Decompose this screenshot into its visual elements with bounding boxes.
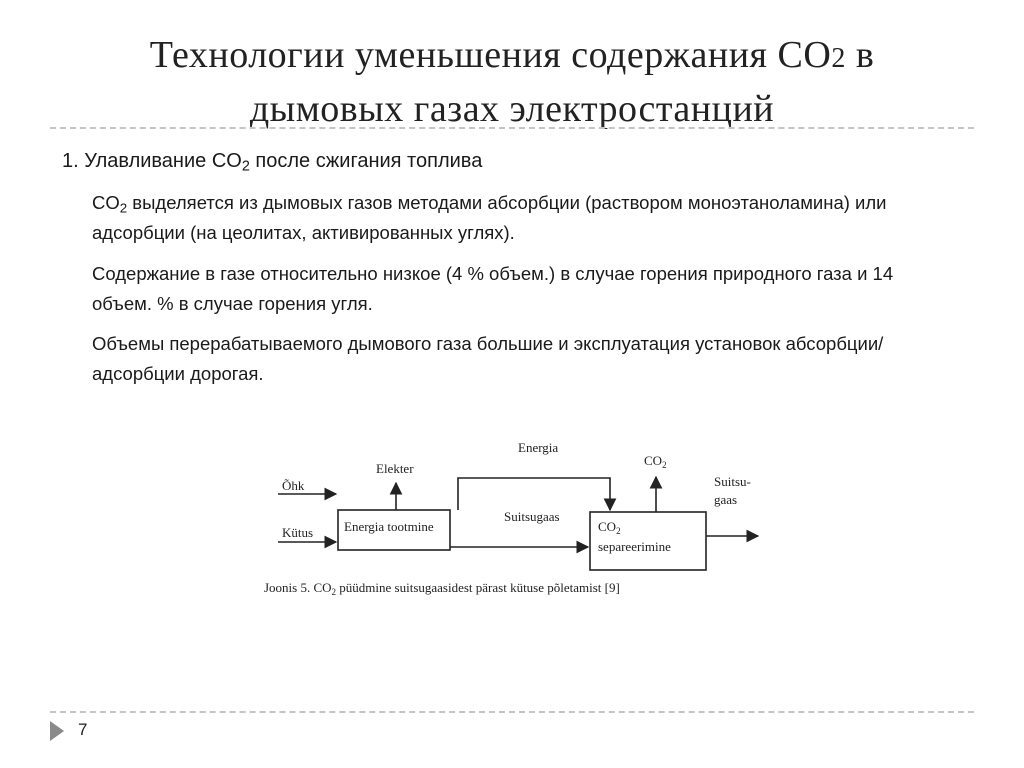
electricity-label: Elekter: [376, 461, 414, 476]
diagram-svg: [258, 430, 778, 610]
footer-divider: [50, 711, 974, 713]
section-heading: [62, 148, 482, 174]
footer-triangle-icon: [50, 721, 64, 741]
title-text-after: в: [845, 34, 875, 76]
energy-label: Energia: [518, 440, 559, 455]
flue-gas-label: Suitsugaas: [504, 509, 560, 524]
title-text: Технологии уменьшения содержания CO: [149, 34, 832, 76]
figure-caption-text: püüdmine suitsugaasidest pärast kütuse põletamist [9]: [336, 580, 620, 595]
exhaust-label-line2: gaas: [714, 492, 738, 507]
figure-caption-subscript: 2: [331, 587, 337, 597]
paragraph-cost: Объемы перерабатываемого дымового газа большие и эксплуатация установок абсорбции/адсорбции дорогая.: [92, 333, 884, 384]
exhaust-label-line1: Suitsu-: [714, 474, 751, 489]
energy-production-label: Energia tootmine: [344, 519, 434, 534]
paragraph-absorption-text: выделяется из дымовых газов методами абсорбции (раствором моноэтаноламина) или адсорбции (на цеолитах, активированных углях).: [92, 192, 887, 243]
co2-separation-subscript: 2: [616, 526, 621, 536]
title-divider: [50, 127, 974, 129]
co2-output-label: [644, 453, 667, 470]
co2-capture-diagram: [258, 430, 778, 610]
paragraph-concentration: Содержание в газе относительно низкое (4 % объем.) в случае горения природного газа и 14 объем. % в случае горения угля.: [92, 263, 894, 314]
figure-caption: [264, 580, 620, 597]
co2-separation-line2: separeerimine: [598, 539, 671, 554]
co2-separation-line1: [598, 519, 621, 536]
section-heading-text: 1. Улавливание CO: [62, 150, 242, 172]
paragraph-co2: CO: [92, 192, 120, 213]
input-fuel-label: Kütus: [282, 525, 314, 540]
paragraph-absorption: [92, 188, 952, 248]
co2-separation-co2: CO: [598, 519, 617, 534]
section-heading-suffix: после сжигания топлива: [249, 150, 483, 172]
paragraph-co2-subscript: 2: [119, 200, 128, 216]
input-air-label: Õhk: [282, 478, 305, 493]
co2-output-text: CO: [644, 453, 663, 468]
figure-caption-prefix: Joonis 5. CO: [264, 580, 332, 595]
page-number: 7: [78, 720, 88, 739]
title-subscript: 2: [831, 43, 846, 74]
energy-arrow: [458, 478, 610, 510]
slide-title: [60, 30, 964, 134]
co2-output-subscript: 2: [662, 460, 667, 470]
slide-title-line2: дымовых газах электростанций: [249, 88, 775, 130]
slide-title-line1: [60, 30, 964, 84]
section-heading-subscript: 2: [241, 158, 250, 175]
